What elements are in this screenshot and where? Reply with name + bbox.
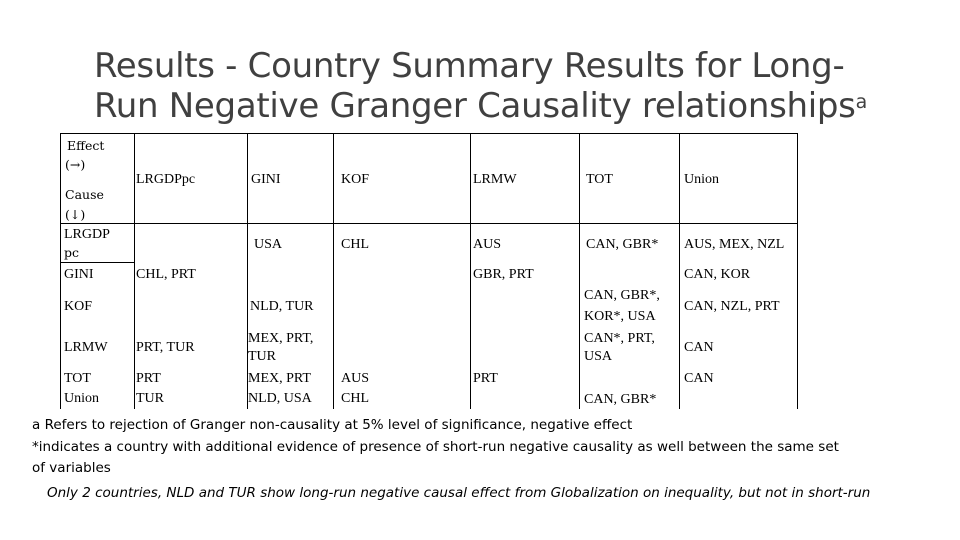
cell-kof-tot-line1: CAN, GBR*,	[584, 288, 660, 303]
granger-results-table	[60, 133, 798, 409]
cell-lrgdppc-tot: CAN, GBR*	[586, 237, 659, 252]
cell-lrgdppc-union: AUS, MEX, NZL	[684, 237, 785, 252]
column-header-lrmw: LRMW	[473, 172, 517, 187]
column-header-tot: TOT	[586, 172, 613, 187]
title-line-2-text: Run Negative Granger Causality relationships	[94, 86, 856, 126]
cell-union-gini: NLD, USA	[248, 391, 312, 406]
cell-union-kof: CHL	[341, 391, 369, 406]
table-divider	[134, 134, 135, 409]
cell-lrmw-tot-line1: CAN*, PRT,	[584, 331, 655, 346]
title-footnote-mark: a	[855, 91, 867, 113]
table-header-rule	[61, 223, 797, 224]
column-header-gini: GINI	[251, 172, 281, 187]
cell-gini-union: CAN, KOR	[684, 267, 751, 282]
cause-label: Cause	[65, 187, 104, 202]
cell-union-lrgdppc: TUR	[136, 391, 164, 406]
table-row-rule	[61, 262, 134, 263]
table-divider	[247, 134, 248, 409]
cell-lrgdppc-lrmw: AUS	[473, 237, 502, 252]
cell-lrmw-lrgdppc: PRT, TUR	[136, 340, 195, 355]
table-divider	[333, 134, 334, 409]
footnote-star-line1: *indicates a country with additional evidence of presence of short-run negative causality as well between the same set	[32, 438, 839, 455]
title-line-1: Results - Country Summary Results for Long-	[94, 46, 845, 86]
effect-label: Effect	[67, 138, 105, 153]
cell-kof-gini: NLD, TUR	[250, 299, 314, 314]
cell-tot-gini: MEX, PRT	[248, 371, 311, 386]
footnote-a: a Refers to rejection of Granger non-causality at 5% level of significance, negative effect	[32, 417, 633, 433]
footnote-star-line2: of variables	[32, 460, 111, 476]
column-header-kof: KOF	[341, 172, 370, 187]
conclusion-text: Only 2 countries, NLD and TUR show long-run negative causal effect from Globalization on inequality, but not in short-run	[47, 485, 871, 501]
cell-lrmw-tot-line2: USA	[584, 349, 613, 364]
table-divider	[679, 134, 680, 409]
column-header-union: Union	[684, 172, 719, 187]
cell-lrmw-union: CAN	[684, 340, 714, 355]
title-line-2	[94, 86, 934, 126]
cell-tot-kof: AUS	[341, 371, 370, 386]
cell-gini-lrgdppc: CHL, PRT	[136, 267, 196, 282]
row-label-lrgdppc-line1: LRGDP	[64, 227, 110, 242]
cell-tot-union: CAN	[684, 371, 714, 386]
column-header-lrgdppc: LRGDPpc	[136, 172, 196, 187]
cell-kof-tot-line2: KOR*, USA	[584, 309, 656, 324]
cell-lrgdppc-kof: CHL	[341, 237, 369, 252]
row-label-kof: KOF	[64, 299, 93, 314]
table-divider	[470, 134, 471, 409]
row-label-union: Union	[64, 391, 99, 406]
effect-arrow: (→)	[65, 157, 86, 172]
row-label-lrgdppc-line2: pc	[64, 245, 80, 260]
cell-lrgdppc-gini: USA	[254, 237, 283, 252]
cell-tot-lrgdppc: PRT	[136, 371, 161, 386]
cell-tot-lrmw: PRT	[473, 371, 498, 386]
row-label-lrmw: LRMW	[64, 340, 108, 355]
footnotes	[32, 415, 932, 480]
cell-union-tot: CAN, GBR*	[584, 392, 657, 407]
cell-lrmw-gini-line2: TUR	[248, 349, 276, 364]
cell-lrmw-gini-line1: MEX, PRT,	[248, 331, 314, 346]
cell-gini-lrmw: GBR, PRT	[473, 267, 534, 282]
row-label-tot: TOT	[64, 371, 91, 386]
cause-arrow: (↓)	[65, 207, 86, 222]
table-divider	[579, 134, 580, 409]
slide-title	[94, 46, 934, 126]
cell-kof-union: CAN, NZL, PRT	[684, 299, 780, 314]
row-label-gini: GINI	[64, 267, 94, 282]
